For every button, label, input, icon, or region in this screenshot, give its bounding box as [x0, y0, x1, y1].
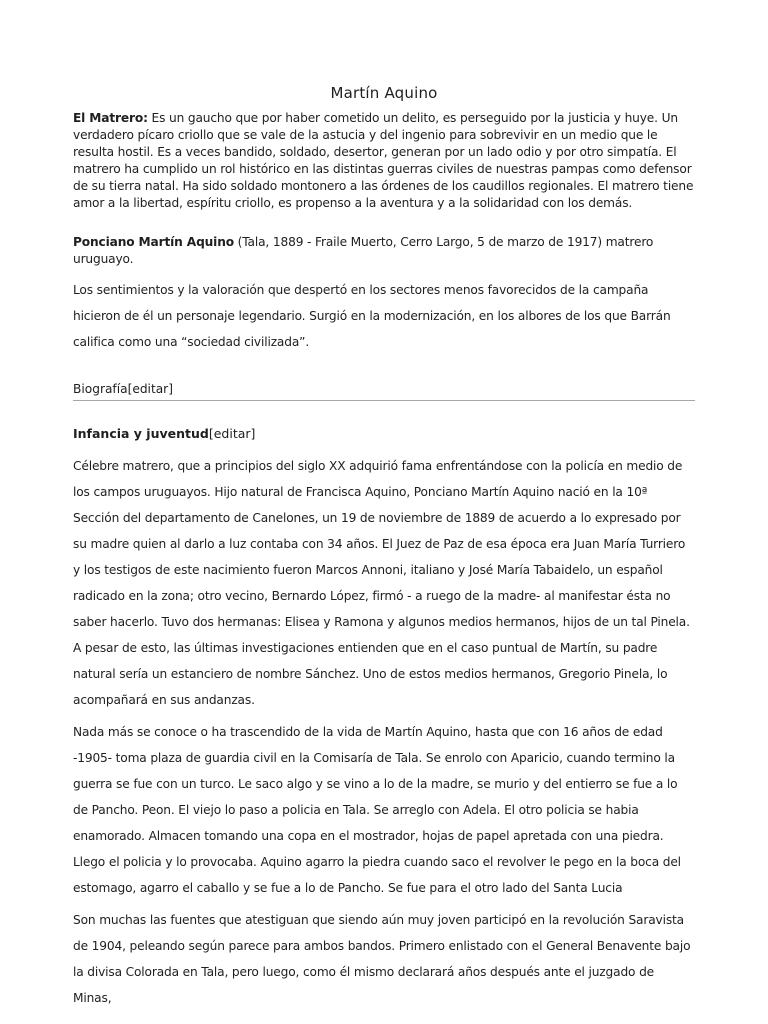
intro-paragraph — [73, 110, 695, 212]
identity-name: Ponciano Martín Aquino — [73, 235, 234, 249]
section-heading-biografia — [73, 381, 695, 401]
subsection-edit-link[interactable]: [editar] — [208, 426, 256, 441]
paragraph-celebre: Célebre matrero, que a principios del siglo XX adquirió fama enfrentándose con la policía en medio de los campos uruguayos. Hijo natural de Francisca Aquino, Ponciano Martín Aquino nació en la 10ª Sección del departamento de Canelones, un 19 de noviembre de 1889 de acuerdo a lo expresado por su madre quien al darlo a luz contaba con 34 años. El Juez de Paz de esa época era Juan María Turriero y los testigos de este nacimiento fueron Marcos Annoni, italiano y José María Tabaidelo, un español radicado en la zona; otro vecino, Bernardo López, firmó - a ruego de la madre- al manifestar ésta no saber hacerlo. Tuvo dos hermanas: Elisea y Ramona y algunos medios hermanos, hijos de un tal Pinela. A pesar de esto, las últimas investigaciones entienden que en el caso puntual de Martín, su padre natural sería un estanciero de nombre Sánchez. Uno de estos medios hermanos, Gregorio Pinela, lo acompañará en sus andanzas. — [73, 459, 690, 707]
section-heading-text[interactable]: Biografía[editar] — [73, 382, 173, 396]
intro-term: El Matrero: — [73, 111, 148, 125]
sentiments-paragraph: Los sentimientos y la valoración que despertó en los sectores menos favorecidos de la campaña hicieron de él un personaje legendario. Surgió en la modernización, en los albores de los que Barrán califica como una “sociedad civilizada”. — [73, 283, 671, 349]
document-page — [73, 84, 695, 1011]
paragraph-nada: Nada más se conoce o ha trascendido de la vida de Martín Aquino, hasta que con 16 años de edad -1905- toma plaza de guardia civil en la Comisaría de Tala. Se enrolo con Aparicio, cuando termino la guerra se fue con un turco. Le saco algo y se vino a lo de la madre, se murio y del entierro se fue a lo de Pancho. Peon. El viejo lo paso a policia en Tala. Se arreglo con Adela. El otro policia se habia enamorado. Almacen tomando una copa en el mostrador, hojas de papel apretada con una piedra. Llego el policia y lo provocaba. Aquino agarro la piedra cuando saco el revolver le pego en la boca del estomago, agarro el caballo y se fue a lo de Pancho. Se fue para el otro lado del Santa Lucia — [73, 725, 681, 895]
identity-text: (Tala, 1889 - Fraile Muerto, Cerro Largo, 5 de marzo de 1917) matrero uruguayo. — [73, 235, 654, 266]
document-title: Martín Aquino — [330, 84, 438, 102]
subsection-heading-infancia — [73, 425, 695, 442]
subsection-heading-text: Infancia y juventud — [73, 426, 209, 441]
identity-paragraph — [73, 234, 695, 268]
paragraph-son: Son muchas las fuentes que atestiguan que siendo aún muy joven participó en la revolución Saravista de 1904, peleando según parece para ambos bandos. Primero enlistado con el General Benavente bajo la divisa Colorada en Tala, pero luego, como él mismo declarará años después ante el juzgado de Minas, — [73, 913, 691, 1005]
intro-text: Es un gaucho que por haber cometido un delito, es perseguido por la justicia y huye. Un verdadero pícaro criollo que se vale de la astucia y del ingenio para sobrevivir en un medio que le resulta hostil. Es a veces bandido, soldado, desertor, generan por un lado odio y por otro simpatía. El matrero ha cumplido un rol histórico en las distintas guerras civiles de nuestras pampas como defensor de su tierra natal. Ha sido soldado montonero a las órdenes de los caudillos regionales. El matrero tiene amor a la libertad, espíritu criollo, es propenso a la aventura y a la solidaridad con los demás. — [73, 111, 694, 210]
